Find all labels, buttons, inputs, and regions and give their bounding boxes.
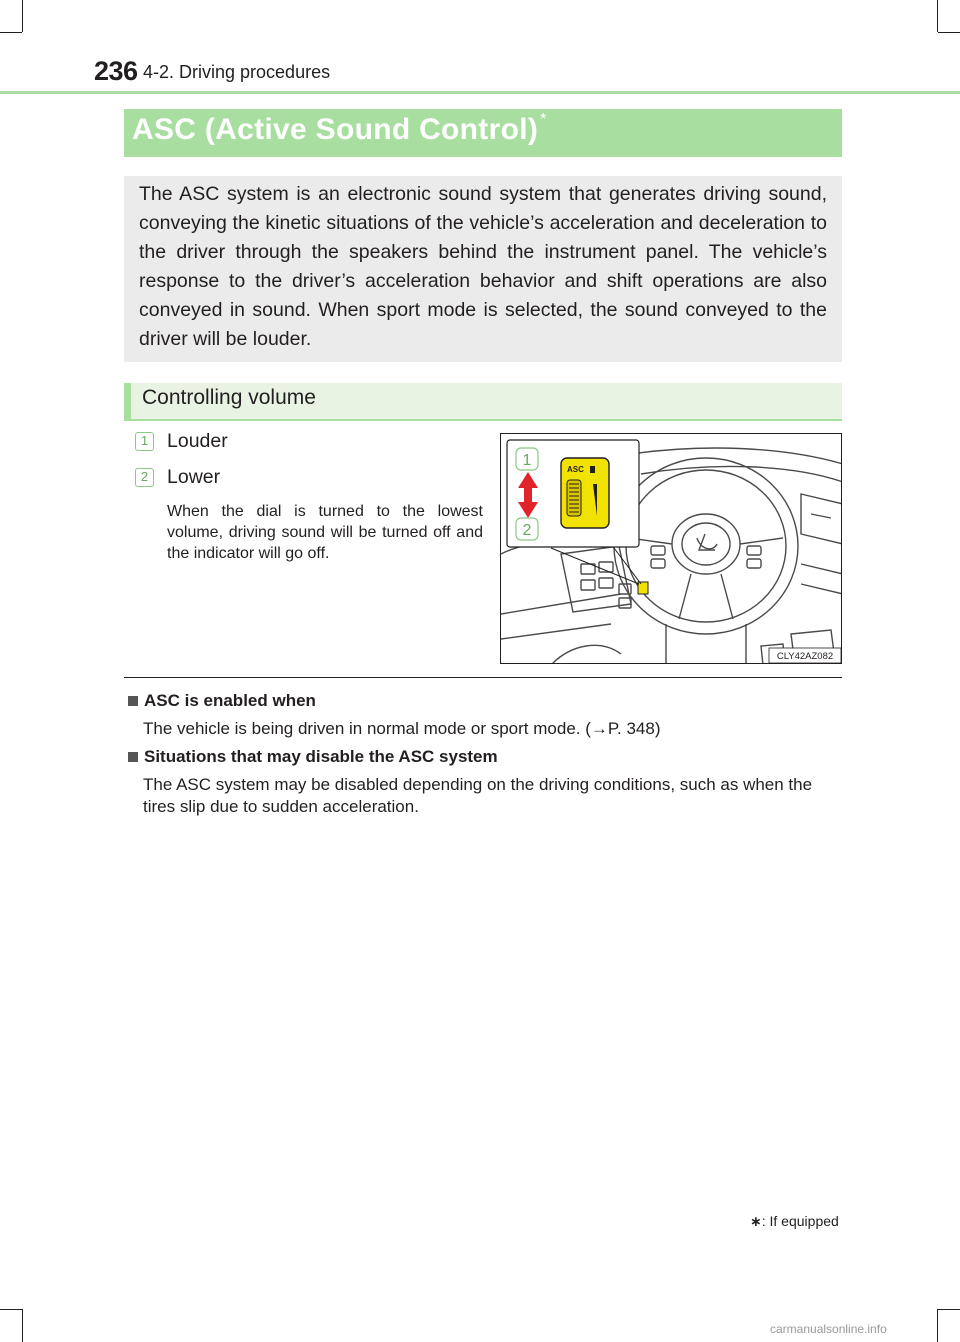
page-title — [132, 113, 547, 147]
footnote — [750, 1213, 839, 1230]
section-title: 4-2. Driving procedures — [143, 62, 331, 82]
steering-wheel-illustration — [500, 433, 842, 664]
note-text-2: The ASC system may be disabled depending on the driving conditions, such as when the tires slip due to sudden acceleration. — [143, 775, 813, 816]
intro-text: The ASC system is an electronic sound system that generates driving sound, conveying the kinetic situations of the vehicle’s acceleration and deceleration to the driver through the speakers behind the instrument panel. The vehicle’s response to the driver’s acceleration behavior and shift operations are also conveyed in sound. When sport mode is selected, the sound conveyed to the driver will be louder. — [139, 183, 827, 350]
subsection-header — [124, 383, 842, 421]
item-number-1: 1 — [135, 432, 154, 451]
note-heading-1-text: ASC is enabled when — [144, 691, 316, 710]
page-number: 236 — [94, 56, 138, 86]
crop-mark — [0, 32, 22, 33]
header-rule — [0, 91, 960, 94]
intro-box — [124, 176, 842, 362]
callout-1: 1 — [522, 452, 532, 469]
note-text-1: The vehicle is being driven in normal mode or sport mode. (→P. 348) — [143, 719, 661, 738]
crop-mark — [938, 1309, 960, 1310]
footnote-text: : If equipped — [761, 1213, 839, 1229]
section-divider — [124, 677, 842, 678]
crop-mark — [22, 1309, 23, 1342]
footer-watermark: carmanualsonline.info — [770, 1322, 887, 1336]
dial-note: When the dial is turned to the lowest volume, driving sound will be turned off and the indicator will go off. — [167, 503, 483, 562]
equipped-marker: * — [540, 111, 547, 128]
item-label-lower: Lower — [167, 466, 221, 488]
bullet-square-icon — [128, 752, 138, 762]
note-heading-2 — [128, 747, 498, 767]
crop-mark — [937, 0, 938, 32]
item-label-louder: Louder — [167, 430, 228, 452]
crop-mark — [938, 32, 960, 33]
footnote-marker: ∗ — [750, 1213, 762, 1229]
note-heading-1 — [128, 691, 316, 711]
note-heading-2-text: Situations that may disable the ASC system — [144, 747, 498, 766]
crop-mark — [937, 1309, 938, 1342]
crop-mark — [0, 1309, 22, 1310]
dashboard-drawing — [501, 434, 842, 664]
crop-mark — [22, 0, 23, 32]
subsection-title: Controlling volume — [142, 386, 316, 409]
item-number-2: 2 — [135, 468, 154, 487]
callout-2: 2 — [522, 522, 532, 539]
page-title-text: ASC (Active Sound Control) — [132, 113, 539, 146]
title-band — [124, 109, 842, 157]
figure-code: CLY42AZ082 — [776, 651, 834, 662]
bullet-square-icon — [128, 696, 138, 706]
switch-label: ASC — [567, 465, 584, 474]
subsection-accent-bar — [124, 383, 131, 419]
